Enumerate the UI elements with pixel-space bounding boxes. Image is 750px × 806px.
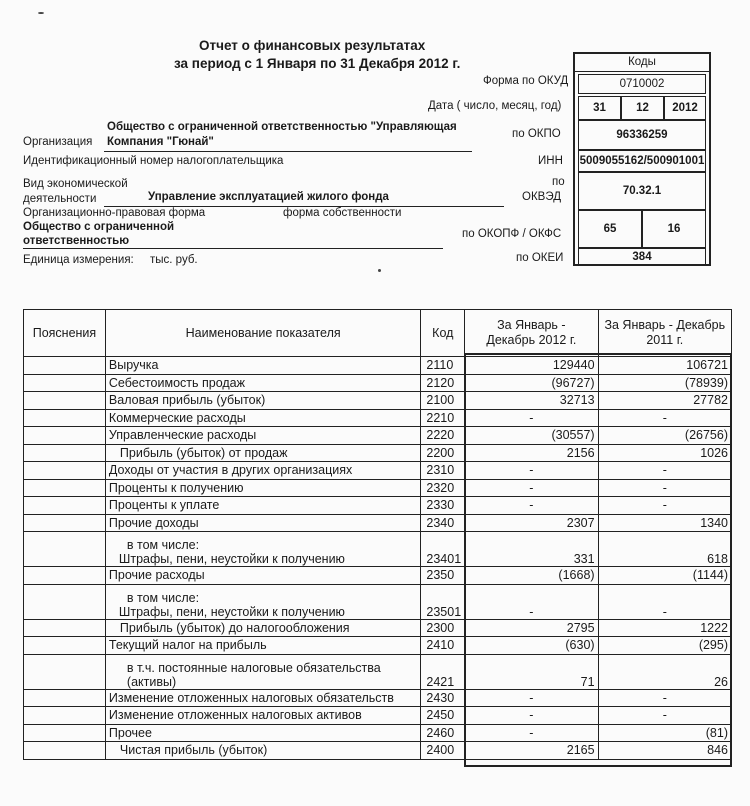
okved-label-2: ОКВЭД (522, 191, 561, 203)
cell-code: 2340 (421, 514, 465, 532)
org-name-line2: Компания "Гюнай" (107, 136, 214, 148)
date-year: 2012 (664, 96, 706, 120)
table-row (24, 742, 732, 760)
cell-notes (24, 462, 106, 480)
cell-notes (24, 654, 106, 689)
cell-name: Прочие расходы (105, 567, 421, 585)
table-row (24, 409, 732, 427)
cell-2011: - (598, 707, 731, 725)
date-label: Дата ( число, месяц, год) (428, 100, 562, 112)
inn-label: Идентификационный номер налогоплательщика (23, 155, 284, 167)
cell-2011: (26756) (598, 427, 731, 445)
cell-code: 23401 (421, 532, 465, 567)
cell-2012: - (465, 724, 598, 742)
org-name-line1: Общество с ограниченной ответственностью "Управляющая (107, 121, 457, 133)
cell-2011: 26 (598, 654, 731, 689)
cell-code: 2330 (421, 497, 465, 515)
legal-form-label: Организационно-правовая форма (23, 207, 206, 219)
row-name-line1: в том числе: (126, 538, 200, 552)
cell-2011: (295) (598, 637, 731, 655)
cell-code: 2320 (421, 479, 465, 497)
cell-2011: (81) (598, 724, 731, 742)
cell-2012: - (465, 497, 598, 515)
header-code: Код (421, 310, 465, 357)
cell-name: Управленческие расходы (105, 427, 421, 445)
date-day: 31 (578, 96, 621, 120)
cell-code: 2410 (421, 637, 465, 655)
cell-2012: - (465, 584, 598, 619)
cell-name (105, 654, 421, 689)
table-row (24, 567, 732, 585)
okopf-value: 65 (578, 210, 642, 248)
cell-notes (24, 637, 106, 655)
cell-2011: - (598, 462, 731, 480)
cell-code: 2350 (421, 567, 465, 585)
table-row (24, 444, 732, 462)
cell-2011: 618 (598, 532, 731, 567)
table-row (24, 584, 732, 619)
cell-2011: - (598, 479, 731, 497)
okei-value: 384 (578, 248, 706, 264)
cell-2012: 129440 (465, 357, 598, 375)
okpo-value: 96336259 (578, 120, 706, 150)
cell-2012: - (465, 409, 598, 427)
table-header-row (24, 310, 732, 357)
cell-code: 2460 (421, 724, 465, 742)
cell-2012: (630) (465, 637, 598, 655)
cell-2011: - (598, 689, 731, 707)
cell-name: Прочие доходы (105, 514, 421, 532)
cell-code: 2220 (421, 427, 465, 445)
ownership-label: форма собственности (283, 207, 402, 219)
cell-code: 2310 (421, 462, 465, 480)
table-row (24, 392, 732, 410)
cell-name: Чистая прибыль (убыток) (105, 742, 421, 760)
cell-2011: (78939) (598, 374, 731, 392)
cell-name: Прочее (105, 724, 421, 742)
cell-2011: - (598, 584, 731, 619)
cell-2012: 71 (465, 654, 598, 689)
financial-results-table (23, 309, 732, 760)
row-name-line2: Штрафы, пени, неустойки к получению (118, 604, 345, 619)
cell-code: 2100 (421, 392, 465, 410)
cell-notes (24, 479, 106, 497)
activity-label-1: Вид экономической (23, 178, 128, 190)
cell-name: Текущий налог на прибыль (105, 637, 421, 655)
cell-name: Проценты к получению (105, 479, 421, 497)
cell-2012: 2156 (465, 444, 598, 462)
cell-2011: 106721 (598, 357, 731, 375)
cell-notes (24, 619, 106, 637)
report-period: за период с 1 Января по 31 Декабря 2012 г. (174, 56, 461, 71)
row-name-line2: Штрафы, пени, неустойки к получению (118, 552, 345, 566)
cell-name: Изменение отложенных налоговых обязательств (105, 689, 421, 707)
table-row (24, 357, 732, 375)
cell-2011: (1144) (598, 567, 731, 585)
cell-name: Валовая прибыль (убыток) (105, 392, 421, 410)
table-row (24, 532, 732, 567)
unit-value: тыс. руб. (150, 254, 198, 266)
cell-2011: 1340 (598, 514, 731, 532)
okpo-label: по ОКПО (512, 128, 561, 140)
header-name: Наименование показателя (105, 310, 421, 357)
cell-notes (24, 584, 106, 619)
cell-2012: 2795 (465, 619, 598, 637)
header-2011: За Январь - Декабрь 2011 г. (598, 310, 731, 357)
table-row (24, 479, 732, 497)
report-title: Отчет о финансовых результатах (199, 38, 426, 53)
cell-code: 23501 (421, 584, 465, 619)
row-name-line1: в т.ч. постоянные налоговые обязательства (126, 660, 381, 675)
row-name-line2: (активы) (126, 674, 177, 689)
okved-label-1: по (552, 176, 565, 188)
cell-2011: 846 (598, 742, 731, 760)
okopf-label: по ОКОПФ / ОКФС (462, 228, 562, 240)
cell-name (105, 584, 421, 619)
cell-code: 2300 (421, 619, 465, 637)
cell-notes (24, 357, 106, 375)
cell-notes (24, 374, 106, 392)
cell-2012: - (465, 462, 598, 480)
inn-value: 5009055162/500901001 (578, 150, 706, 172)
cell-notes (24, 707, 106, 725)
activity-label-2: деятельности (23, 193, 97, 205)
table-row (24, 654, 732, 689)
table-row (24, 619, 732, 637)
cell-notes (24, 567, 106, 585)
table-row (24, 497, 732, 515)
cell-name: Доходы от участия в других организациях (105, 462, 421, 480)
cell-notes (24, 427, 106, 445)
cell-2012: - (465, 479, 598, 497)
cell-2011: 1222 (598, 619, 731, 637)
table-row (24, 689, 732, 707)
cell-2011: 27782 (598, 392, 731, 410)
cell-code: 2200 (421, 444, 465, 462)
cell-notes (24, 392, 106, 410)
okud-label: Форма по ОКУД (483, 75, 569, 87)
legal-form-value-2: ответственностью (23, 235, 130, 247)
codes-box (573, 52, 711, 266)
cell-notes (24, 724, 106, 742)
okud-value: 0710002 (578, 74, 706, 94)
date-month: 12 (621, 96, 664, 120)
row-name-line1: в том числе: (126, 590, 200, 605)
okfs-value: 16 (642, 210, 706, 248)
header-notes: Пояснения (24, 310, 106, 357)
legal-form-value-1: Общество с ограниченной (23, 221, 175, 233)
cell-notes (24, 742, 106, 760)
cell-notes (24, 409, 106, 427)
cell-code: 2450 (421, 707, 465, 725)
cell-name: Прибыль (убыток) до налогообложения (105, 619, 421, 637)
okei-label: по ОКЕИ (516, 252, 564, 264)
table-row (24, 707, 732, 725)
cell-name: Прибыль (убыток) от продаж (105, 444, 421, 462)
cell-notes (24, 689, 106, 707)
org-label: Организация (23, 136, 93, 148)
codes-header: Коды (573, 52, 711, 72)
cell-notes (24, 497, 106, 515)
cell-name: Коммерческие расходы (105, 409, 421, 427)
cell-2012: (30557) (465, 427, 598, 445)
activity-value: Управление эксплуатацией жилого фонда (148, 191, 389, 203)
table-row (24, 637, 732, 655)
table-row (24, 427, 732, 445)
cell-notes (24, 514, 106, 532)
cell-code: 2400 (421, 742, 465, 760)
cell-2012: 2307 (465, 514, 598, 532)
cell-2012: 32713 (465, 392, 598, 410)
cell-code: 2421 (421, 654, 465, 689)
inn-code-label: ИНН (538, 155, 563, 167)
okved-value: 70.32.1 (578, 172, 706, 210)
cell-code: 2430 (421, 689, 465, 707)
cell-notes (24, 532, 106, 567)
cell-2012: (1668) (465, 567, 598, 585)
table-row (24, 514, 732, 532)
cell-2012: - (465, 707, 598, 725)
cell-name (105, 532, 421, 567)
unit-label: Единица измерения: (23, 254, 134, 266)
cell-notes (24, 444, 106, 462)
cell-2011: - (598, 409, 731, 427)
cell-name: Проценты к уплате (105, 497, 421, 515)
table-row (24, 462, 732, 480)
cell-2012: (96727) (465, 374, 598, 392)
cell-2012: - (465, 689, 598, 707)
cell-2012: 331 (465, 532, 598, 567)
cell-name: Себестоимость продаж (105, 374, 421, 392)
cell-code: 2110 (421, 357, 465, 375)
cell-name: Выручка (105, 357, 421, 375)
cell-name: Изменение отложенных налоговых активов (105, 707, 421, 725)
table-row (24, 724, 732, 742)
cell-2012: 2165 (465, 742, 598, 760)
cell-2011: - (598, 497, 731, 515)
cell-2011: 1026 (598, 444, 731, 462)
cell-code: 2120 (421, 374, 465, 392)
cell-code: 2210 (421, 409, 465, 427)
header-2012: За Январь - Декабрь 2012 г. (465, 310, 598, 357)
table-row (24, 374, 732, 392)
